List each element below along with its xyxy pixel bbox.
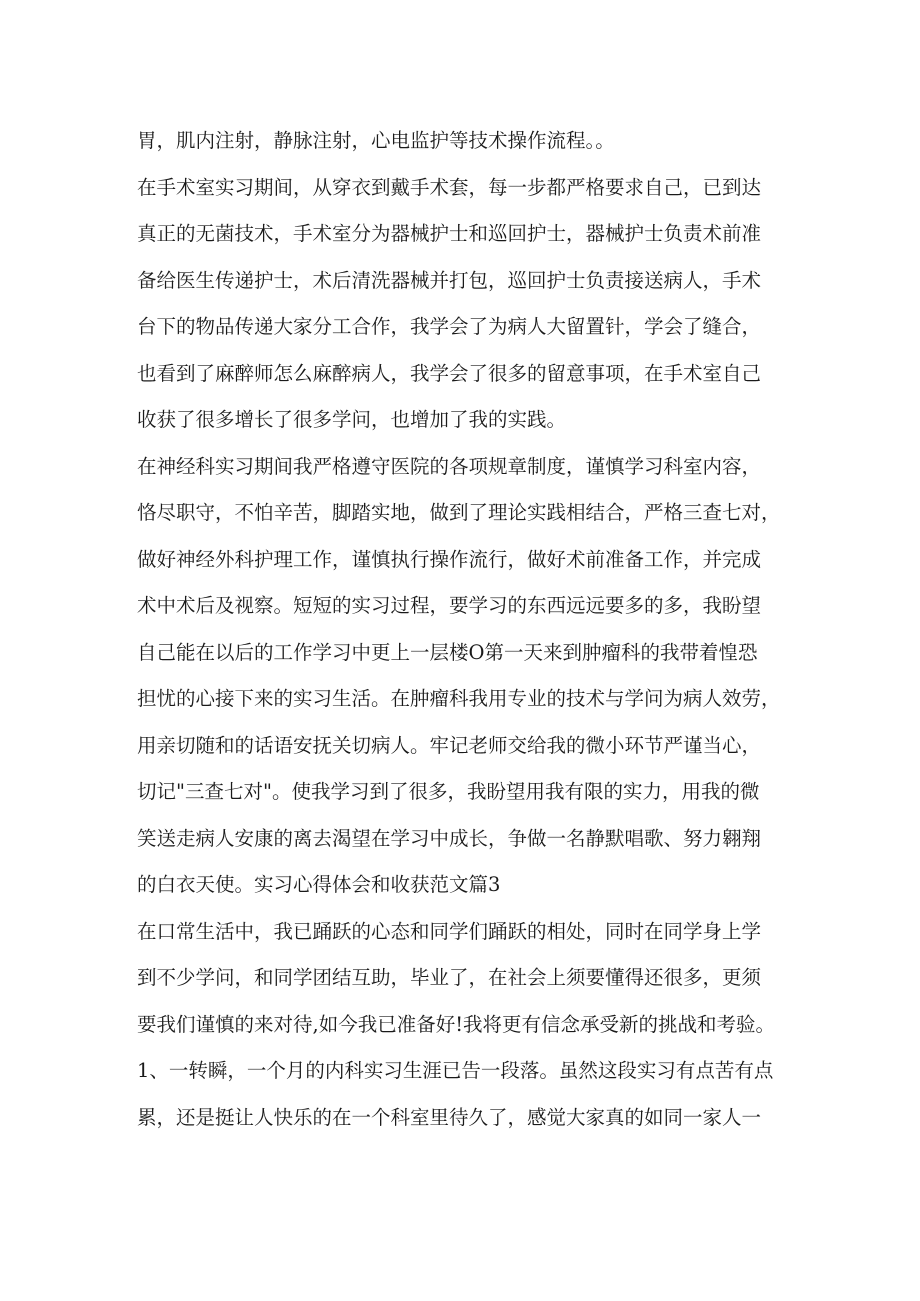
text-line: 在手术室实习期间，从穿衣到戴手术套，每一步都严格要求自己，已到达 — [137, 175, 762, 199]
text-line: 笑送走病人安康的离去渴望在学习中成长，争做一名静默唱歌、努力翱翔 — [137, 826, 762, 850]
text-line: 在口常生活中，我已踊跃的心态和同学们踊跃的相处，同时在同学身上学 — [137, 919, 762, 943]
text-line: 做好神经外科护理工作，谨慎执行操作流行，做好术前准备工作，并完成 — [137, 547, 762, 571]
text-line: 胃，肌内注射，静脉注射，心电监护等技术操作流程。。 — [137, 129, 615, 152]
text-line: 台下的物品传递大家分工合作，我学会了为病人大留置针，学会了缝合， — [137, 315, 762, 338]
text-line: 收获了很多增长了很多学问，也增加了我的实践。 — [137, 408, 567, 431]
text-line: 术中术后及视察。短短的实习过程，要学习的东西远远要多的多，我盼望 — [137, 594, 762, 617]
text-line: 在神经科实习期间我严格遵守医院的各项规章制度，谨慎学习科室内容， — [137, 454, 762, 478]
text-line: 用亲切随和的话语安抚关切病人。牢记老师交给我的微小环节严谨当心， — [137, 733, 762, 757]
text-line: 备给医生传递护士，术后清洗器械并打包，巡回护士负责接送病人，手术 — [137, 268, 762, 292]
text-line: 累，还是挺让人快乐的在一个科室里待久了，感觉大家真的如同一家人一 — [137, 1105, 762, 1129]
body-text — [137, 118, 797, 1141]
text-line: 自己能在以后的工作学习中更上一层楼O第一天来到肿瘤科的我带着惶恐 — [137, 640, 758, 664]
text-line: 切记"三查七对"。使我学习到了很多，我盼望用我有限的实力，用我的微 — [137, 780, 760, 803]
text-line: 要我们谨慎的来对待,如今我已准备好!我将更有信念承受新的挑战和考验。 — [137, 1012, 776, 1036]
text-line: 到不少学问，和同学团结互助，毕业了，在社会上须要懂得还很多，更须 — [137, 966, 762, 989]
text-line: 也看到了麻醉师怎么麻醉病人，我学会了很多的留意事项，在手术室自己 — [137, 361, 762, 385]
text-line: 恪尽职守，不怕辛苦，脚踏实地，做到了理论实践相结合，严格三查七对， — [137, 501, 781, 524]
text-line: 担忧的心接下来的实习生活。在肿瘤科我用专业的技术与学问为病人效劳， — [137, 687, 781, 710]
text-line: 真正的无菌技术，手术室分为器械护士和巡回护士，器械护士负责术前准 — [137, 222, 762, 245]
text-line: 1、一转瞬，一个月的内科实习生涯已告一段落。虽然这段实习有点苦有点 — [137, 1059, 774, 1082]
text-line: 的白衣天使。实习心得体会和收获范文篇3 — [137, 873, 501, 896]
